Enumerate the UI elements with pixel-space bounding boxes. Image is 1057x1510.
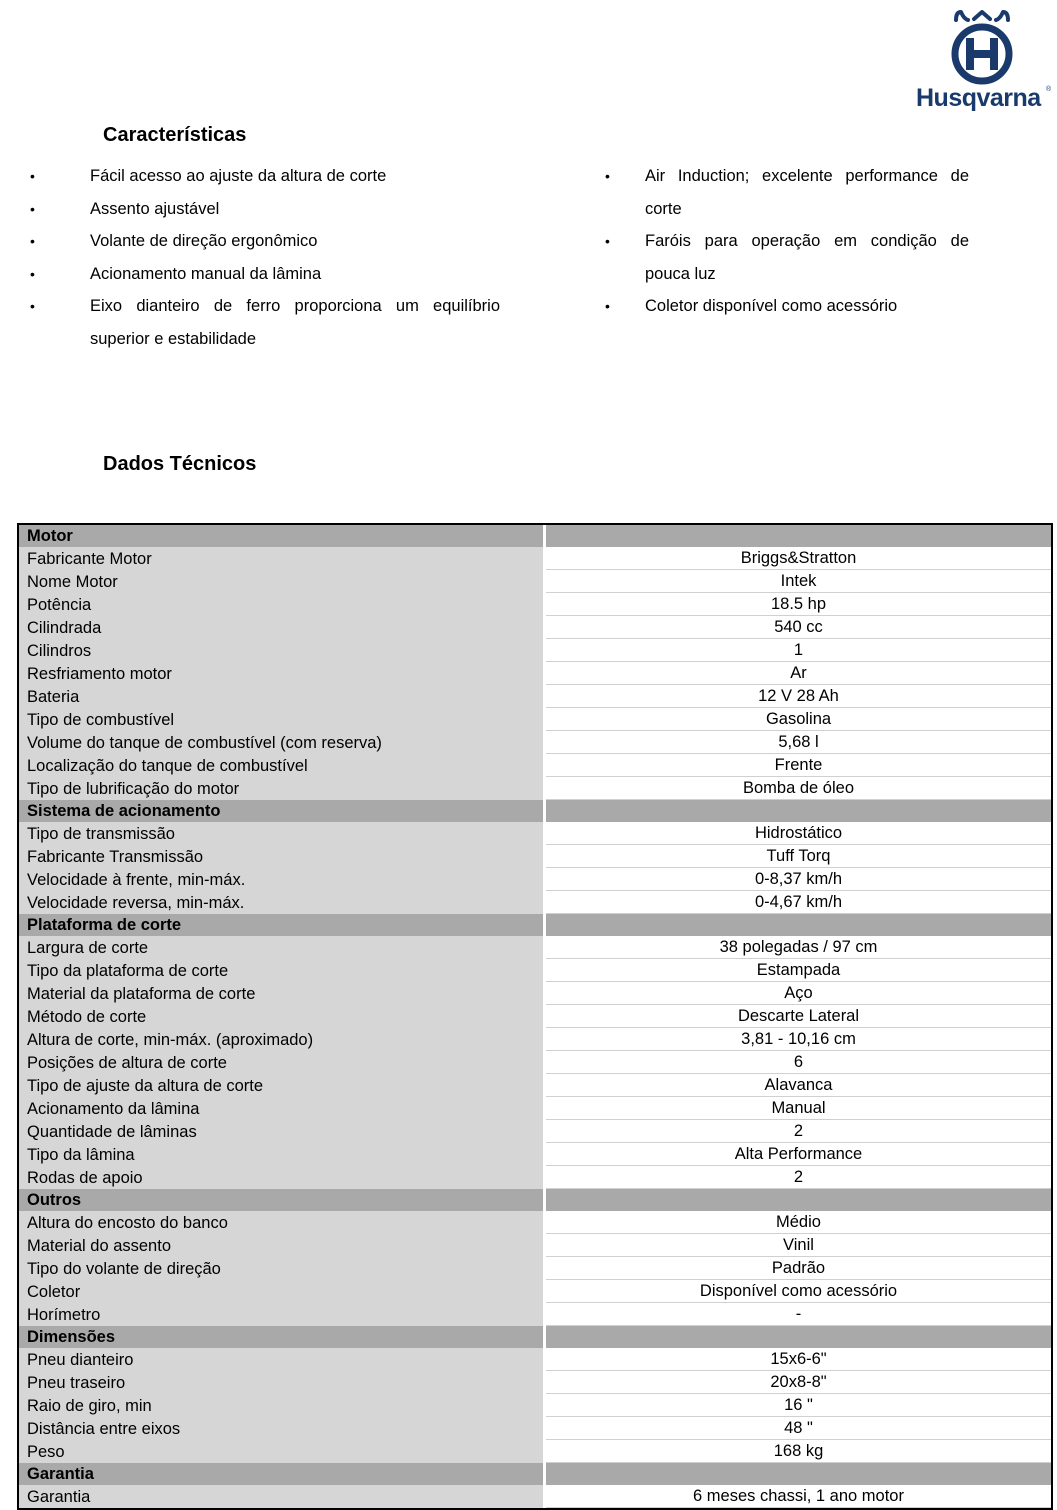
feature-item <box>30 225 500 258</box>
spec-value: Gasolina <box>546 708 1051 731</box>
spec-row <box>19 662 1051 685</box>
section-title: Plataforma de corte <box>19 914 546 936</box>
section-header-row <box>19 914 1051 936</box>
spec-value: 18.5 hp <box>546 593 1051 616</box>
husqvarna-logo <box>912 10 1056 118</box>
section-header-blank <box>546 914 1051 936</box>
spec-label: Fabricante Motor <box>19 547 546 570</box>
spec-value: 0-8,37 km/h <box>546 868 1051 891</box>
feature-item <box>30 160 500 193</box>
spec-row <box>19 1143 1051 1166</box>
spec-value: 38 polegadas / 97 cm <box>546 936 1051 959</box>
spec-label: Velocidade reversa, min-máx. <box>19 891 546 914</box>
spec-value: Descarte Lateral <box>546 1005 1051 1028</box>
spec-label: Localização do tanque de combustível <box>19 754 546 777</box>
spec-value: Frente <box>546 754 1051 777</box>
feature-text: Eixo dianteiro de ferro proporciona um equilíbrio superior e estabilidade <box>90 297 500 348</box>
spec-row <box>19 982 1051 1005</box>
spec-label: Material da plataforma de corte <box>19 982 546 1005</box>
husqvarna-crown-h-icon <box>912 10 1056 86</box>
spec-row <box>19 1348 1051 1371</box>
spec-label: Pneu traseiro <box>19 1371 546 1394</box>
feature-item <box>30 258 500 291</box>
spec-row <box>19 1074 1051 1097</box>
section-title: Dimensões <box>19 1326 546 1348</box>
spec-label: Velocidade à frente, min-máx. <box>19 868 546 891</box>
spec-label: Rodas de apoio <box>19 1166 546 1189</box>
spec-value: Padrão <box>546 1257 1051 1280</box>
spec-value: 2 <box>546 1166 1051 1189</box>
spec-label: Altura do encosto do banco <box>19 1211 546 1234</box>
spec-row <box>19 1234 1051 1257</box>
features-list-right <box>605 160 969 323</box>
spec-label: Bateria <box>19 685 546 708</box>
spec-row <box>19 731 1051 754</box>
caracteristicas-heading: Características <box>103 124 247 146</box>
feature-text: Acionamento manual da lâmina <box>90 264 322 283</box>
feature-text: Volante de direção ergonômico <box>90 232 318 250</box>
spec-value: 12 V 28 Ah <box>546 685 1051 708</box>
spec-row <box>19 845 1051 868</box>
spec-label: Pneu dianteiro <box>19 1348 546 1371</box>
spec-row <box>19 777 1051 800</box>
section-header-blank <box>546 800 1051 822</box>
bullet-icon: • <box>30 200 35 217</box>
spec-value: 6 <box>546 1051 1051 1074</box>
spec-value: Ar <box>546 662 1051 685</box>
spec-value: Vinil <box>546 1234 1051 1257</box>
spec-row <box>19 1280 1051 1303</box>
spec-row <box>19 547 1051 570</box>
spec-label: Cilindros <box>19 639 546 662</box>
spec-label: Tipo de combustível <box>19 708 546 731</box>
spec-value: Intek <box>546 570 1051 593</box>
spec-row <box>19 593 1051 616</box>
spec-value: 5,68 l <box>546 731 1051 754</box>
spec-row <box>19 1097 1051 1120</box>
section-header-row <box>19 1326 1051 1348</box>
spec-value: 20x8-8" <box>546 1371 1051 1394</box>
spec-label: Raio de giro, min <box>19 1394 546 1417</box>
feature-item <box>605 290 969 323</box>
spec-label: Nome Motor <box>19 570 546 593</box>
spec-row <box>19 868 1051 891</box>
feature-text: Coletor disponível como acessório <box>645 297 898 315</box>
section-header-blank <box>546 1463 1051 1485</box>
specs-table <box>17 523 1053 1510</box>
spec-label: Largura de corte <box>19 936 546 959</box>
bullet-icon: • <box>605 298 610 314</box>
spec-value: Alta Performance <box>546 1143 1051 1166</box>
spec-row <box>19 616 1051 639</box>
spec-label: Altura de corte, min-máx. (aproximado) <box>19 1028 546 1051</box>
features-list-left <box>30 160 500 355</box>
spec-row <box>19 639 1051 662</box>
spec-row <box>19 708 1051 731</box>
spec-row <box>19 1120 1051 1143</box>
spec-label: Tipo de lubrificação do motor <box>19 777 546 800</box>
spec-row <box>19 822 1051 845</box>
spec-label: Tipo da plataforma de corte <box>19 959 546 982</box>
spec-row <box>19 1394 1051 1417</box>
feature-item <box>605 160 969 225</box>
spec-label: Potência <box>19 593 546 616</box>
spec-row <box>19 1303 1051 1326</box>
registered-mark: ® <box>1046 86 1052 93</box>
spec-value: 540 cc <box>546 616 1051 639</box>
spec-value: Estampada <box>546 959 1051 982</box>
section-header-row <box>19 800 1051 822</box>
spec-row <box>19 1485 1051 1508</box>
brand-wordmark: Husqvarna <box>916 84 1041 112</box>
spec-value: Médio <box>546 1211 1051 1234</box>
section-header-blank <box>546 1326 1051 1348</box>
spec-value: Briggs&Stratton <box>546 547 1051 570</box>
section-title: Garantia <box>19 1463 546 1485</box>
section-header-blank <box>546 1189 1051 1211</box>
spec-label: Tipo do volante de direção <box>19 1257 546 1280</box>
spec-row <box>19 1257 1051 1280</box>
section-title: Sistema de acionamento <box>19 800 546 822</box>
section-header-row <box>19 1189 1051 1211</box>
spec-label: Tipo de ajuste da altura de corte <box>19 1074 546 1097</box>
spec-row <box>19 959 1051 982</box>
spec-label: Tipo da lâmina <box>19 1143 546 1166</box>
bullet-icon: • <box>30 233 35 249</box>
bullet-icon: • <box>30 298 35 314</box>
spec-label: Garantia <box>19 1485 546 1508</box>
feature-text: Assento ajustável <box>90 199 220 218</box>
feature-text: Fácil acesso ao ajuste da altura de corte <box>90 167 387 185</box>
spec-row <box>19 1005 1051 1028</box>
section-header-row <box>19 525 1051 547</box>
bullet-icon: • <box>605 168 610 184</box>
spec-value: Disponível como acessório <box>546 1280 1051 1303</box>
spec-value: Alavanca <box>546 1074 1051 1097</box>
spec-row <box>19 685 1051 708</box>
spec-row <box>19 570 1051 593</box>
feature-text: Air Induction; excelente performance de corte <box>645 167 969 218</box>
spec-row <box>19 754 1051 777</box>
spec-value: Bomba de óleo <box>546 777 1051 800</box>
spec-value: 3,81 - 10,16 cm <box>546 1028 1051 1051</box>
spec-value: Aço <box>546 982 1051 1005</box>
spec-value: 168 kg <box>546 1440 1051 1463</box>
spec-row <box>19 1051 1051 1074</box>
spec-label: Material do assento <box>19 1234 546 1257</box>
section-title: Outros <box>19 1189 546 1211</box>
dados-tecnicos-heading: Dados Técnicos <box>103 453 257 475</box>
spec-label: Coletor <box>19 1280 546 1303</box>
spec-value: 48 " <box>546 1417 1051 1440</box>
spec-label: Horímetro <box>19 1303 546 1326</box>
spec-value: 16 " <box>546 1394 1051 1417</box>
bullet-icon: • <box>605 233 610 249</box>
section-title: Motor <box>19 525 546 547</box>
spec-label: Resfriamento motor <box>19 662 546 685</box>
spec-label: Tipo de transmissão <box>19 822 546 845</box>
feature-item <box>605 225 969 290</box>
spec-label: Acionamento da lâmina <box>19 1097 546 1120</box>
spec-value: 0-4,67 km/h <box>546 891 1051 914</box>
spec-row <box>19 936 1051 959</box>
spec-row <box>19 891 1051 914</box>
spec-value: Manual <box>546 1097 1051 1120</box>
spec-label: Distância entre eixos <box>19 1417 546 1440</box>
bullet-icon: • <box>30 265 35 282</box>
spec-value: 6 meses chassi, 1 ano motor <box>546 1485 1051 1508</box>
spec-label: Posições de altura de corte <box>19 1051 546 1074</box>
spec-label: Cilindrada <box>19 616 546 639</box>
section-header-blank <box>546 525 1051 547</box>
spec-label: Peso <box>19 1440 546 1463</box>
spec-value: 15x6-6" <box>546 1348 1051 1371</box>
section-header-row <box>19 1463 1051 1485</box>
spec-value: Tuff Torq <box>546 845 1051 868</box>
spec-label: Método de corte <box>19 1005 546 1028</box>
spec-value: - <box>546 1303 1051 1326</box>
feature-text: Faróis para operação em condição de pouca luz <box>645 232 969 283</box>
spec-label: Fabricante Transmissão <box>19 845 546 868</box>
spec-label: Quantidade de lâminas <box>19 1120 546 1143</box>
spec-row <box>19 1371 1051 1394</box>
bullet-icon: • <box>30 168 35 184</box>
spec-row <box>19 1440 1051 1463</box>
feature-item <box>30 290 500 355</box>
spec-value: 2 <box>546 1120 1051 1143</box>
spec-value: Hidrostático <box>546 822 1051 845</box>
spec-label: Volume do tanque de combustível (com reserva) <box>19 731 546 754</box>
spec-row <box>19 1211 1051 1234</box>
spec-row <box>19 1028 1051 1051</box>
feature-item <box>30 193 500 226</box>
spec-value: 1 <box>546 639 1051 662</box>
spec-row <box>19 1166 1051 1189</box>
spec-row <box>19 1417 1051 1440</box>
